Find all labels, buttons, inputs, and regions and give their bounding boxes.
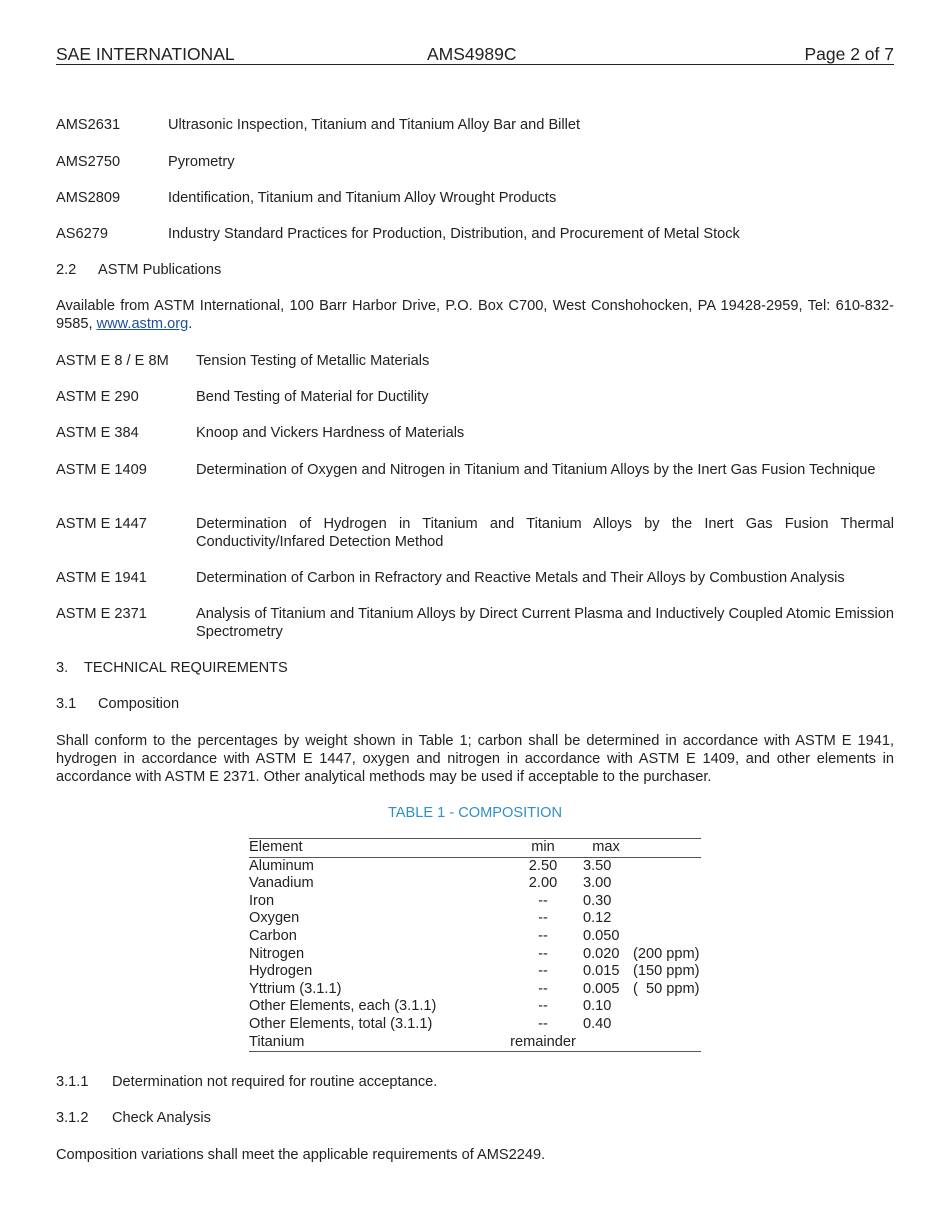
cell-max: 0.10 (583, 998, 612, 1015)
cell-element: Other Elements, each (3.1.1) (249, 998, 437, 1015)
reference-code: AMS2750 (56, 154, 121, 170)
cell-element: Iron (249, 892, 275, 909)
header-document-number: AMS4989C (427, 44, 517, 64)
cell-min: -- (538, 910, 548, 927)
reference-title: Industry Standard Practices for Production, Distribution, and Procurement of Metal Stock (168, 226, 740, 242)
reference-code: AMS2631 (56, 117, 121, 133)
availability-text: Available from ASTM International, 100 Barr Harbor Drive, P.O. Box C700, West Conshohocken, PA 19428-2959, Tel: 610-832-9585, (56, 298, 894, 332)
table-row (249, 1016, 701, 1034)
cell-ppm (633, 998, 701, 1016)
page-header (56, 44, 894, 65)
cell-ppm (633, 910, 701, 928)
reference-code: AMS2809 (56, 190, 121, 206)
cell-min: -- (538, 1015, 548, 1032)
cell-min: -- (538, 998, 548, 1015)
table-row (249, 857, 701, 875)
cell-element: Vanadium (249, 875, 314, 892)
header-page-number: Page 2 of 7 (804, 44, 894, 64)
cell-ppm (633, 928, 701, 946)
reference-title: Knoop and Vickers Hardness of Materials (196, 425, 465, 441)
cell-max: 3.00 (583, 875, 612, 892)
table-row (249, 998, 701, 1016)
cell-min: remainder (510, 1033, 576, 1050)
cell-element: Hydrogen (249, 963, 313, 980)
cell-ppm: ( 50 ppm) (633, 980, 700, 997)
composition-paragraph: Shall conform to the percentages by weight shown in Table 1; carbon shall be determined in accordance with ASTM E 1941, hydrogen in accordance with ASTM E 1447, oxygen and nitrogen in accordance with ASTM E 1409, and other elements in accordance with ASTM E 2371. Other analytical methods may be used if acceptable to the purchaser. (56, 733, 894, 785)
astm-website-link[interactable]: www.astm.org (96, 316, 189, 332)
cell-element: Aluminum (249, 857, 314, 874)
cell-element: Other Elements, total (3.1.1) (249, 1015, 433, 1032)
cell-max: 0.40 (583, 1015, 612, 1032)
reference-title: Bend Testing of Material for Ductility (196, 389, 429, 405)
cell-element: Carbon (249, 927, 297, 944)
cell-element: Oxygen (249, 910, 300, 927)
section-title: Composition (98, 696, 180, 712)
cell-max (579, 1034, 633, 1052)
cell-min: -- (538, 945, 548, 962)
table-row (249, 963, 701, 981)
reference-code: ASTM E 2371 (56, 606, 147, 622)
column-header-element: Element (249, 839, 303, 855)
cell-min: -- (538, 980, 548, 997)
cell-min: -- (538, 963, 548, 980)
reference-title: Analysis of Titanium and Titanium Alloys by Direct Current Plasma and Inductively Coupled Atomic Emission Spectrometry (196, 606, 894, 640)
table-row (249, 893, 701, 911)
reference-code: AS6279 (56, 226, 108, 242)
reference-code: ASTM E 1447 (56, 516, 147, 532)
document-page (56, 0, 894, 1230)
table-title: TABLE 1 - COMPOSITION (387, 805, 563, 821)
reference-code: ASTM E 1409 (56, 462, 147, 478)
composition-table (249, 838, 701, 1052)
section-title: Check Analysis (112, 1110, 211, 1126)
reference-code: ASTM E 384 (56, 425, 139, 441)
section-number: 3. (56, 660, 69, 676)
cell-max: 0.005 (583, 980, 620, 997)
reference-title: Identification, Titanium and Titanium Alloy Wrought Products (168, 190, 557, 206)
reference-title: Ultrasonic Inspection, Titanium and Titanium Alloy Bar and Billet (168, 117, 581, 133)
availability-trailing: . (188, 316, 193, 332)
reference-title: Determination of Carbon in Refractory and Reactive Metals and Their Alloys by Combustion Analysis (196, 570, 845, 586)
table-row (249, 981, 701, 999)
table-row (249, 1034, 701, 1052)
cell-ppm (633, 1034, 701, 1052)
table-row (249, 946, 701, 964)
cell-max: 0.050 (583, 927, 620, 944)
reference-title: Determination of Oxygen and Nitrogen in Titanium and Titanium Alloys by the Inert Gas Fusion Technique (196, 462, 876, 478)
cell-element: Yttrium (3.1.1) (249, 980, 342, 997)
cell-min: 2.50 (528, 857, 558, 874)
cell-ppm (633, 1016, 701, 1034)
cell-max: 0.12 (583, 910, 612, 927)
section-number: 3.1.1 (56, 1074, 89, 1090)
composition-table-body (249, 857, 701, 1052)
check-analysis-paragraph: Composition variations shall meet the applicable requirements of AMS2249. (56, 1147, 546, 1163)
table-row (249, 910, 701, 928)
reference-code: ASTM E 8 / E 8M (56, 353, 169, 369)
reference-code: ASTM E 290 (56, 389, 139, 405)
section-title: ASTM Publications (98, 262, 222, 278)
column-header-min: min (531, 839, 555, 855)
cell-ppm: (200 ppm) (633, 945, 700, 962)
astm-availability-paragraph (56, 297, 894, 333)
reference-code: ASTM E 1941 (56, 570, 147, 586)
cell-max: 0.015 (583, 963, 620, 980)
cell-min: 2.00 (528, 875, 558, 892)
cell-ppm (633, 857, 701, 875)
table-row (249, 875, 701, 893)
cell-max: 0.020 (583, 945, 620, 962)
reference-title: Determination of Hydrogen in Titanium and Titanium Alloys by the Inert Gas Fusion Thermal Conductivity/Infared Detection Method (196, 516, 894, 550)
cell-element: Titanium (249, 1033, 305, 1050)
cell-ppm (633, 875, 701, 893)
cell-max: 0.30 (583, 892, 612, 909)
column-header-max: max (592, 839, 620, 855)
column-header-ppm (633, 839, 701, 858)
reference-title: Pyrometry (168, 154, 235, 170)
section-title: Determination not required for routine acceptance. (112, 1074, 438, 1090)
table-row (249, 928, 701, 946)
cell-element: Nitrogen (249, 945, 305, 962)
cell-max: 3.50 (583, 857, 612, 874)
reference-title: Tension Testing of Metallic Materials (196, 353, 430, 369)
section-number: 3.1 (56, 696, 77, 712)
table-header-row (249, 839, 701, 858)
header-organization: SAE INTERNATIONAL (56, 44, 235, 64)
cell-min: -- (538, 927, 548, 944)
cell-min: -- (538, 892, 548, 909)
section-title: TECHNICAL REQUIREMENTS (84, 660, 288, 676)
section-number: 2.2 (56, 262, 77, 278)
section-number: 3.1.2 (56, 1110, 89, 1126)
cell-ppm (633, 893, 701, 911)
cell-ppm: (150 ppm) (633, 963, 700, 980)
